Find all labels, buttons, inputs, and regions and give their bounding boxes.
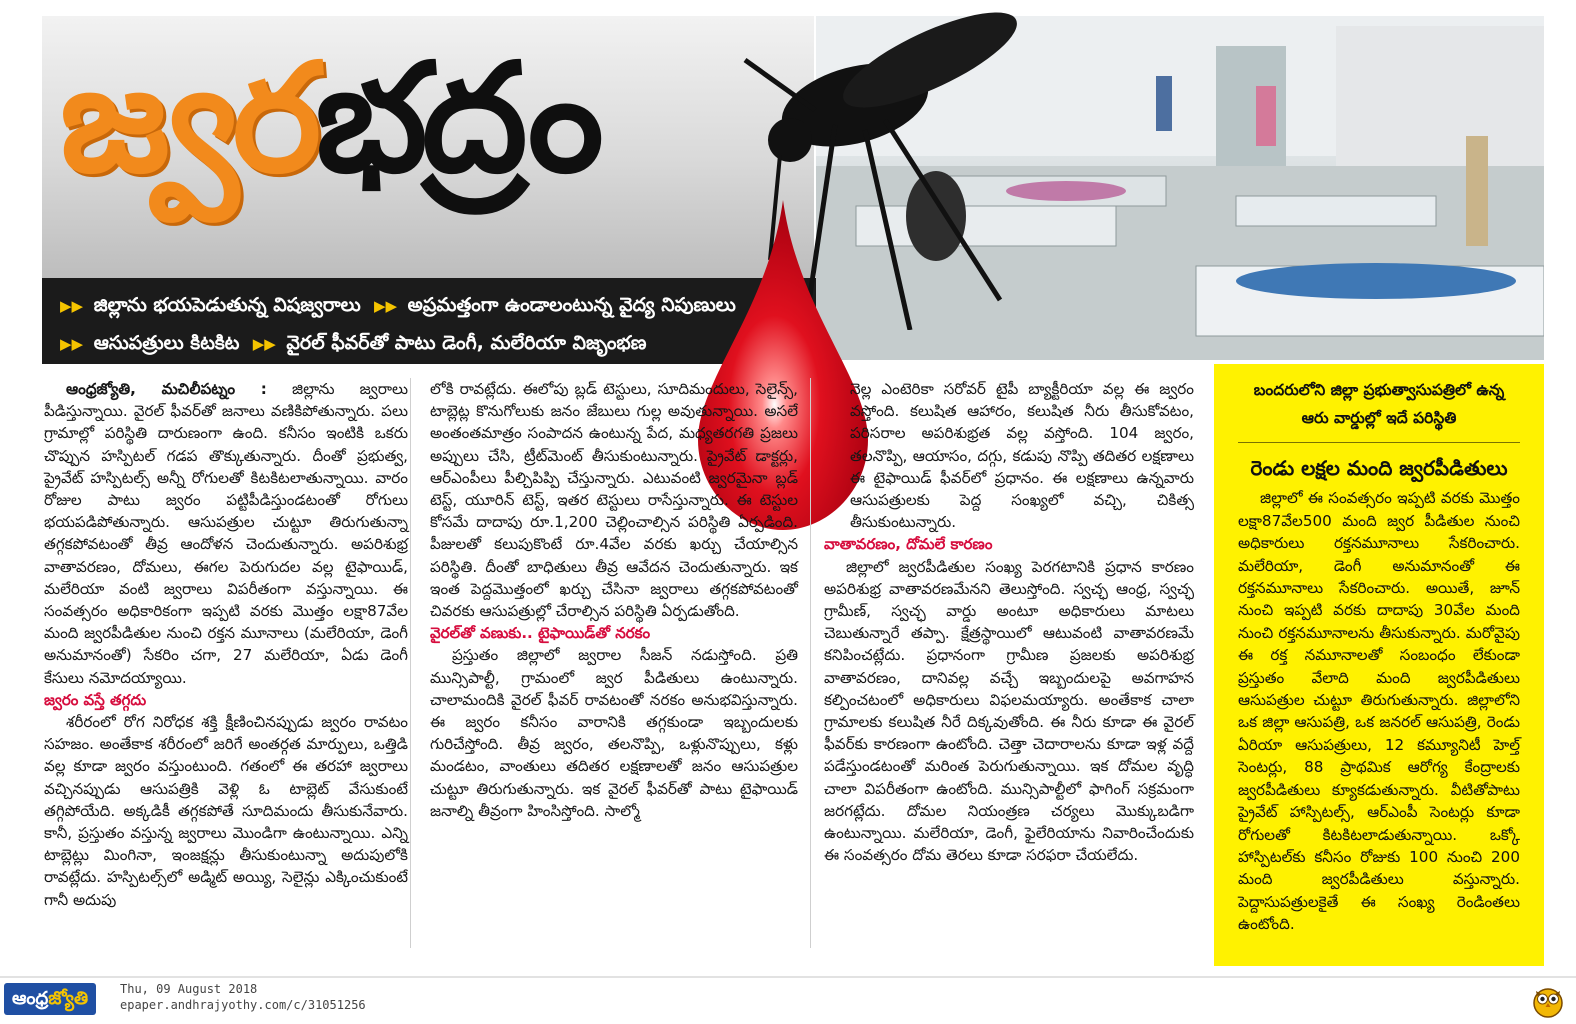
logo-text-accent: జ్యోతి bbox=[48, 988, 89, 1009]
column-divider bbox=[810, 378, 811, 948]
article-paragraph: లోకి రావట్లేదు. ఈలోపు బ్లడ్ టెస్టులు, సూదిమందులు, సెలైన్స్, టాబ్లెట్ల కొనుగోలుకు జనం జేబులు గుల్ల అవుతున్నాయి. అసలే అంతంతమాత్రం సంపాదన ఉంటున్న పేద, మధ్యతరగతి ప్రజలు అప్పులు చేసి, ట్రీట్‌మెంట్ తీసుకుంటున్నారు. ప్రైవేట్ డాక్టర్లు, ఆర్‌ఎంపీలు పీల్చిపిప్పి చేస్తున్నారు. ఎటువంటి జ్వరమైనా బ్లడ్ టెస్ట్, యూరిన్ టెస్ట్, ఇతర టెస్టులు రాసేస్తున్నారు. ఈ టెస్టుల కోసమే దాదాపు రూ.1,200 చెల్లించాల్సిన పరిస్థితి ఏర్పడింది. పీజులతో కలుపుకొంటే రూ.4వేల వరకు ఖర్చు చేయాల్సిన పరిస్థితి. దీంతో బాధితులు తీవ్ర ఆవేదన చెందుతున్నారు. ఇక ఇంత పెద్దమొత్తంలో ఖర్చు చేసినా జ్వరాలు తగ్గకపోవటంతో చివరకు ఆసుపత్రుల్లో చేరాల్సిన పరిస్థితి ఏర్పడుతోంది. bbox=[430, 380, 798, 621]
subheading: వాతావరణం, దోమలే కారణం bbox=[824, 535, 993, 554]
dateline: ఆంధ్రజ్యోతి, మచిలీపట్నం : bbox=[66, 380, 267, 398]
logo-text: ఆంధ్ర bbox=[12, 988, 49, 1009]
bullet-item: జిల్లాను భయపెడుతున్న విషజ్వరాలు bbox=[93, 294, 361, 316]
double-arrow-icon: ▶▶ bbox=[373, 297, 398, 315]
article-paragraph: శరీరంలో రోగ నిరోధక శక్తి క్షీణించినప్పుడు జ్వరం రావటం సహజం. అంతేకాక శరీరంలో జరిగే అంతర్గత మార్పులు, ఒత్తిడి వల్ల కూడా జ్వరం వస్తుంటుంది. గతంలో ఈ తరహా జ్వరాలు వచ్చినప్పుడు ఆసుపత్రికి వెళ్లి ఓ టాబ్లెట్ వేసుకుంటే తగ్గిపోయేది. అక్కడికీ తగ్గకపోతే సూదిమందు తీసుకునేవారు. కానీ, ప్రస్తుతం వస్తున్న జ్వరాలు మొండిగా ఉంటున్నాయి. ఎన్ని టాబ్లెట్లు మింగినా, ఇంజక్షన్లు తీసుకుంటున్నా అదుపులోకి రావట్లేదు. హస్పిటల్స్‌లో అడ్మిట్ అయ్యి, సెలైన్లు ఎక్కించుకుంటే గానీ అదుపు bbox=[44, 713, 408, 909]
double-arrow-icon: ▶▶ bbox=[60, 335, 84, 353]
double-arrow-icon: ▶▶ bbox=[252, 335, 276, 353]
headline-part-2: భద్రం bbox=[315, 32, 598, 206]
paragraph-text: జిల్లాను జ్వరాలు పీడిస్తున్నాయి. వైరల్ ఫీవర్‌తో జనాలు వణికిపోతున్నారు. పలు గ్రామాల్లో పరిస్థితి దారుణంగా ఉంది. కనీసం ఇంటికి ఒకరు చొప్పున హస్పిటల్ గడప తొక్కుతున్నారు. దీంతో ప్రభుత్వ, ప్రైవేట్ హస్పిటల్స్ అన్నీ రోగులతో కిటకిటలాతున్నాయి. వారం రోజుల పాటు జ్వరం పట్టిపీడిస్తుండటంతో రోగులు భయపడిపోతున్నారు. ఆసుపత్రుల చుట్టూ తిరుగుతున్నా తగ్గకపోవటంతో తీవ్ర ఆందోళన చెందుతున్నారు. అపరిశుభ్ర వాతావరణం, దోమలు, ఈగల పెరుగుదల వల్ల టైఫాయిడ్, మలేరియా వంటి జ్వరాలు విపరీతంగా వస్తున్నాయి. ఈ సంవత్సరం అధికారికంగా ఇప్పటి వరకు మొత్తం లక్షా87వేల మంది జ్వరపీడితుల నుంచి రక్తన మూనాలు (మలేరియా, డెంగీ అనుమానంతో) సేకరిం చగా, 27 మలేరియా, ఏడు డెంగీ కేసులు నమోదయ్యాయి. bbox=[44, 380, 408, 687]
article-column-2 bbox=[430, 378, 798, 822]
bullet-item: వైరల్ ఫీవర్‌తో పాటు డెంగీ, మలేరియా విజృంభణ bbox=[286, 332, 647, 354]
sidebar-heading: రెండు లక్షల మంది జ్వరపీడితులు bbox=[1250, 456, 1508, 480]
footer bbox=[0, 976, 1576, 1024]
footer-divider bbox=[0, 976, 1576, 978]
sidebar-body: జిల్లాలో ఈ సంవత్సరం ఇప్పటి వరకు మొత్తం లక్షా87వేల500 మంది జ్వర పీడితుల నుంచి అధికారులు రక్తనమూనాలు సేకరించారు. మలేరియా, డెంగీ అనుమానంతో ఈ రక్తనమూనాలు సేకరించారు. అయితే, జూన్ నుంచి ఇప్పటి వరకు దాదాపు 30వేల మంది నుంచి రక్తనమూనాలను తీసుకున్నారు. మరోవైపు ఈ రక్త నమూనాలతో సంబంధం లేకుండా ప్రస్తుతం వేలాది మంది జ్వరపీడితులు ఆసుపత్రుల చుట్టూ తిరుగుతున్నారు. జిల్లాలోని ఒక జిల్లా ఆసుపత్రి, ఒక జనరల్ ఆసుపత్రి, రెండు ఏరియా ఆసుపత్రులు, 12 కమ్యూనిటీ హెల్త్ సెంటర్లు, 88 ప్రాథమిక ఆరోగ్య కేంద్రాలకు జ్వరపీడితులు క్యూకడుతున్నారు. వీటితోపాటు ప్రైవేట్ హాస్పిటల్స్, ఆర్‌ఎంపీ సెంటర్లు కూడా రోగులతో కిటకిటలాడుతున్నాయి. ఒక్కో హాస్పిటల్‌కు కనీసం రోజుకు 100 నుంచి 200 మంది జ్వరపీడితులు వస్తున్నారు. పెద్దాసుపత్రులకైతే ఈ సంఖ్య రెండింతలు ఉంటోంది. bbox=[1238, 489, 1520, 934]
bullet-item: అప్రమత్తంగా ఉండాలంటున్న వైద్య నిపుణులు bbox=[407, 294, 736, 316]
subheading: వైరల్‌తో వణుకు.. టైఫాయిడ్‌తో నరకం bbox=[430, 624, 651, 643]
bullet-item: ఆసుపత్రులు కిటకిట bbox=[93, 332, 240, 354]
article-paragraph: ప్రస్తుతం జిల్లాలో జ్వరాల సీజన్ నడుస్తోంది. ప్రతి మున్సిపాల్టీ, గ్రామంలో జ్వర పీడితులు ఉంటున్నారు. చాలామందికి వైరల్ ఫీవర్ రావటంతో నరకం అనుభవిస్తున్నారు. ఈ జ్వరం కనీసం వారానికి తగ్గకుండా ఇబ్బందులకు గురిచేస్తోంది. తీవ్ర జ్వరం, తలనొప్పి, ఒళ్లునొప్పులు, కళ్లు మండటం, వాంతులు తదితర లక్షణాలతో జనం ఆసుపత్రుల చుట్టూ తిరుగుతున్నారు. ఇక వైరల్ ఫీవర్‌తో పాటు టైఫాయిడ్ జనాల్ని తీవ్రంగా హింసిస్తోంది. సాల్మో bbox=[430, 646, 798, 820]
article-paragraph bbox=[44, 378, 408, 689]
article-column-3 bbox=[824, 378, 1194, 866]
subheading: జ్వరం వస్తే తగ్గదు bbox=[44, 690, 147, 709]
headline bbox=[60, 32, 598, 206]
owl-icon[interactable] bbox=[1532, 984, 1564, 1018]
article-paragraph: జిల్లాలో జ్వరపీడితుల సంఖ్య పెరగటానికి ప్రధాన కారణం అపరిశుభ్ర వాతావరణమేనని తెలుస్తోంది. స్వచ్ఛ ఆంధ్ర, స్వచ్ఛ గ్రామీణ్, స్వచ్ఛ వార్డు అంటూ అధికారులు మాటలు చెబుతున్నారే తప్పా. క్షేత్రస్థాయిలో ఆటువంటి వాతావరణమే కనిపించట్లేదు. ప్రధానంగా గ్రామీణ ప్రజలకు అపరిశుభ్ర వాతావరణం, దానివల్ల వచ్చే ఇబ్బందులపై అవగాహన కల్పించటంలో అధికారులు విఫలమయ్యారు. అంతేకాక చాలా గ్రామాలకు కలుషిత నీరే దిక్కవుతోంది. ఈ నీరు కూడా ఈ వైరల్ ఫీవర్‌కు కారణంగా ఉంటోంది. చెత్తా చెదారాలను కూడా ఇళ్ల వద్దే పడేస్తుండటంతో మరింత పెరుగుతున్నాయి. ఇక దోమల వృద్ధి చాలా విపరీతంగా ఉంటోంది. మున్సిపాల్టీలో ఫాగింగ్ సక్రమంగా జరగట్లేదు. దోమల నియంత్రణ చర్యలు మొక్కుబడిగా ఉంటున్నాయి. మలేరియా, డెంగీ, ఫైలేరియాను నివారించేందుకు ఈ సంవత్సరం దోమ తెరలు కూడా సరఫరా చేయలేదు. bbox=[824, 557, 1194, 865]
sidebar-intro: బందరులోని జిల్లా ప్రభుత్వాసుపత్రిలో ఉన్న ఆరు వార్డుల్లో ఇదే పరిస్థితి bbox=[1238, 376, 1520, 443]
sidebar-box bbox=[1214, 364, 1544, 966]
epaper-url[interactable]: epaper.andhrajyothy.com/c/31051256 bbox=[120, 998, 366, 1012]
headline-part-1: జ్వర bbox=[60, 32, 316, 206]
column-divider bbox=[410, 378, 411, 948]
edition-date: Thu, 09 August 2018 bbox=[120, 982, 258, 996]
article-paragraph: నెల్ల ఎంటెరికా సరోవర్ టైపీ బ్యాక్టీరియా వల్ల ఈ జ్వరం వస్తోంది. కలుషిత ఆహారం, కలుషిత నీరు తీసుకోవటం, పరిసరాల అపరిశుభ్రత వల్ల వస్తోంది. 104 జ్వరం, తలనొప్పి, ఆయాసం, దగ్గు, కడుపు నొప్పి తదితర లక్షణాలు ఈ టైఫాయిడ్ ఫీవర్‌లో ప్రధానం. ఈ లక్షణాలు ఉన్నవారు ఆసుపత్రులకు పెద్ద సంఖ్యలో వచ్చి, చికిత్స తీసుకుంటున్నారు. bbox=[850, 380, 1194, 532]
article-column-1 bbox=[44, 378, 408, 911]
double-arrow-icon: ▶▶ bbox=[60, 297, 84, 315]
andhrajyothy-logo[interactable] bbox=[4, 983, 96, 1015]
